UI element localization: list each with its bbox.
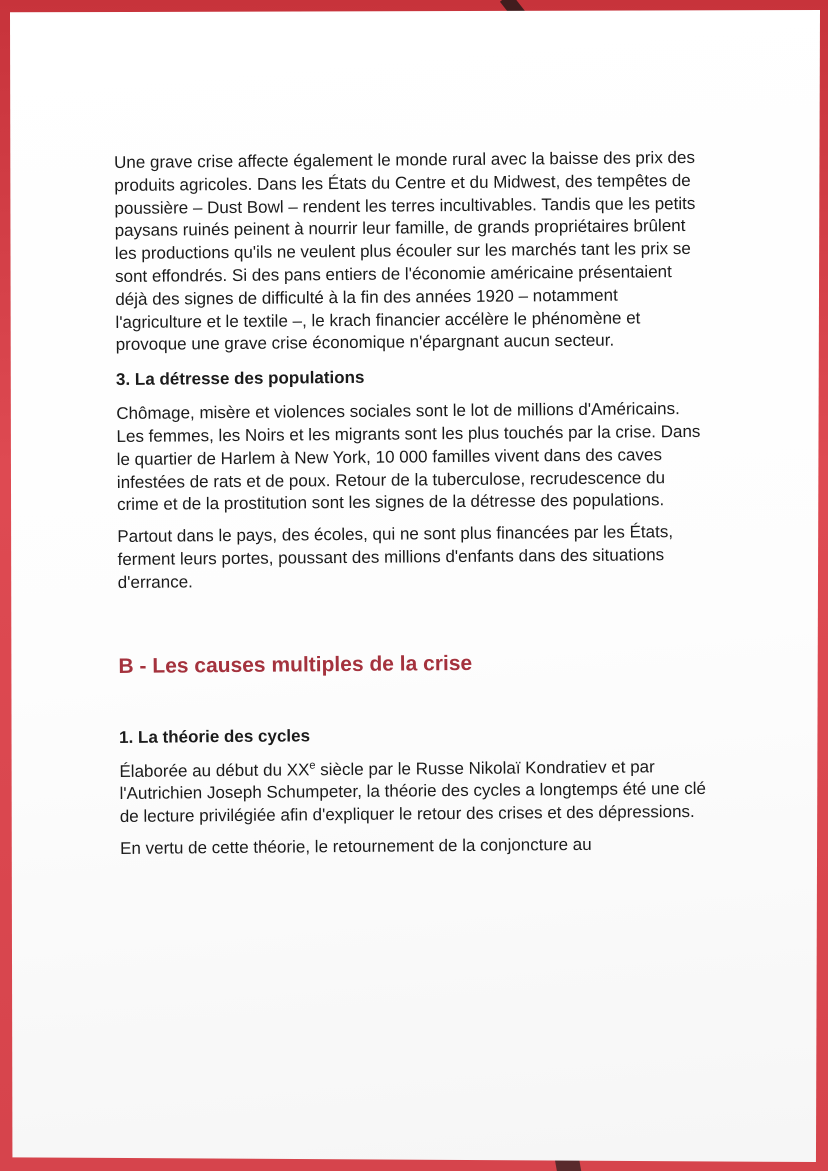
paragraph-unemployment: Chômage, misère et violences sociales sont le lot de millions d'Américains. Les femmes, les Noirs et les migrants sont les plus touchés par la crise. Dans le quartier de Harlem à New York, 10 000 familles vivent dans des caves infestées de rats et de poux. Retour de la tuberculose, recrudescence du crime et de la prostitution sont les signes de la détresse des populations. — [116, 399, 701, 515]
heading-distress: 3. La détresse des populations — [115, 367, 365, 390]
century-superscript: e — [309, 759, 316, 772]
paragraph-rural-crisis: Une grave crise affecte également le monde rural avec la baisse des prix des produits agricoles. Dans les États du Centre et du Midwest, des tempêtes de poussière – Dust Bowl – rendent les terres incultivables. Tandis que les petits paysans ruinés peinent à nourrir leur famille, de grands propriétaires brûlent les productions qu'ils ne veulent plus écouler sur les marchés tant les prix se sont effondrés. Si des pans entiers de l'économie américaine présentaient déjà des signes de difficulté à la fin des années 1920 – notamment l'agriculture et le textile –, le krach financier accélère le phénomène et provoque une grave crise économique n'épargnant aucun secteur. — [114, 147, 696, 355]
paragraph-schools: Partout dans le pays, des écoles, qui ne sont plus financées par les États, ferment leurs portes, poussant des millions d'enfants dans des situations d'errance. — [117, 522, 674, 592]
paragraph-theory — [119, 755, 710, 829]
heading-cycles: 1. La théorie des cycles — [119, 725, 311, 747]
paragraph-reversal: En vertu de cette théorie, le retournement de la conjoncture au — [119, 834, 592, 858]
theory-text-rest: siècle par le Russe Nikolaï Kondratiev et par l'Autrichien Joseph Schumpeter, la théorie des cycles a longtemps été une clé de lecture privilégiée afin d'expliquer le retour des crises et des dépressions. — [119, 756, 706, 827]
document-body — [114, 147, 710, 861]
section-title-b: B - Les causes multiples de la crise — [118, 651, 473, 678]
theory-text-start: Élaborée au début du XX — [119, 759, 310, 781]
